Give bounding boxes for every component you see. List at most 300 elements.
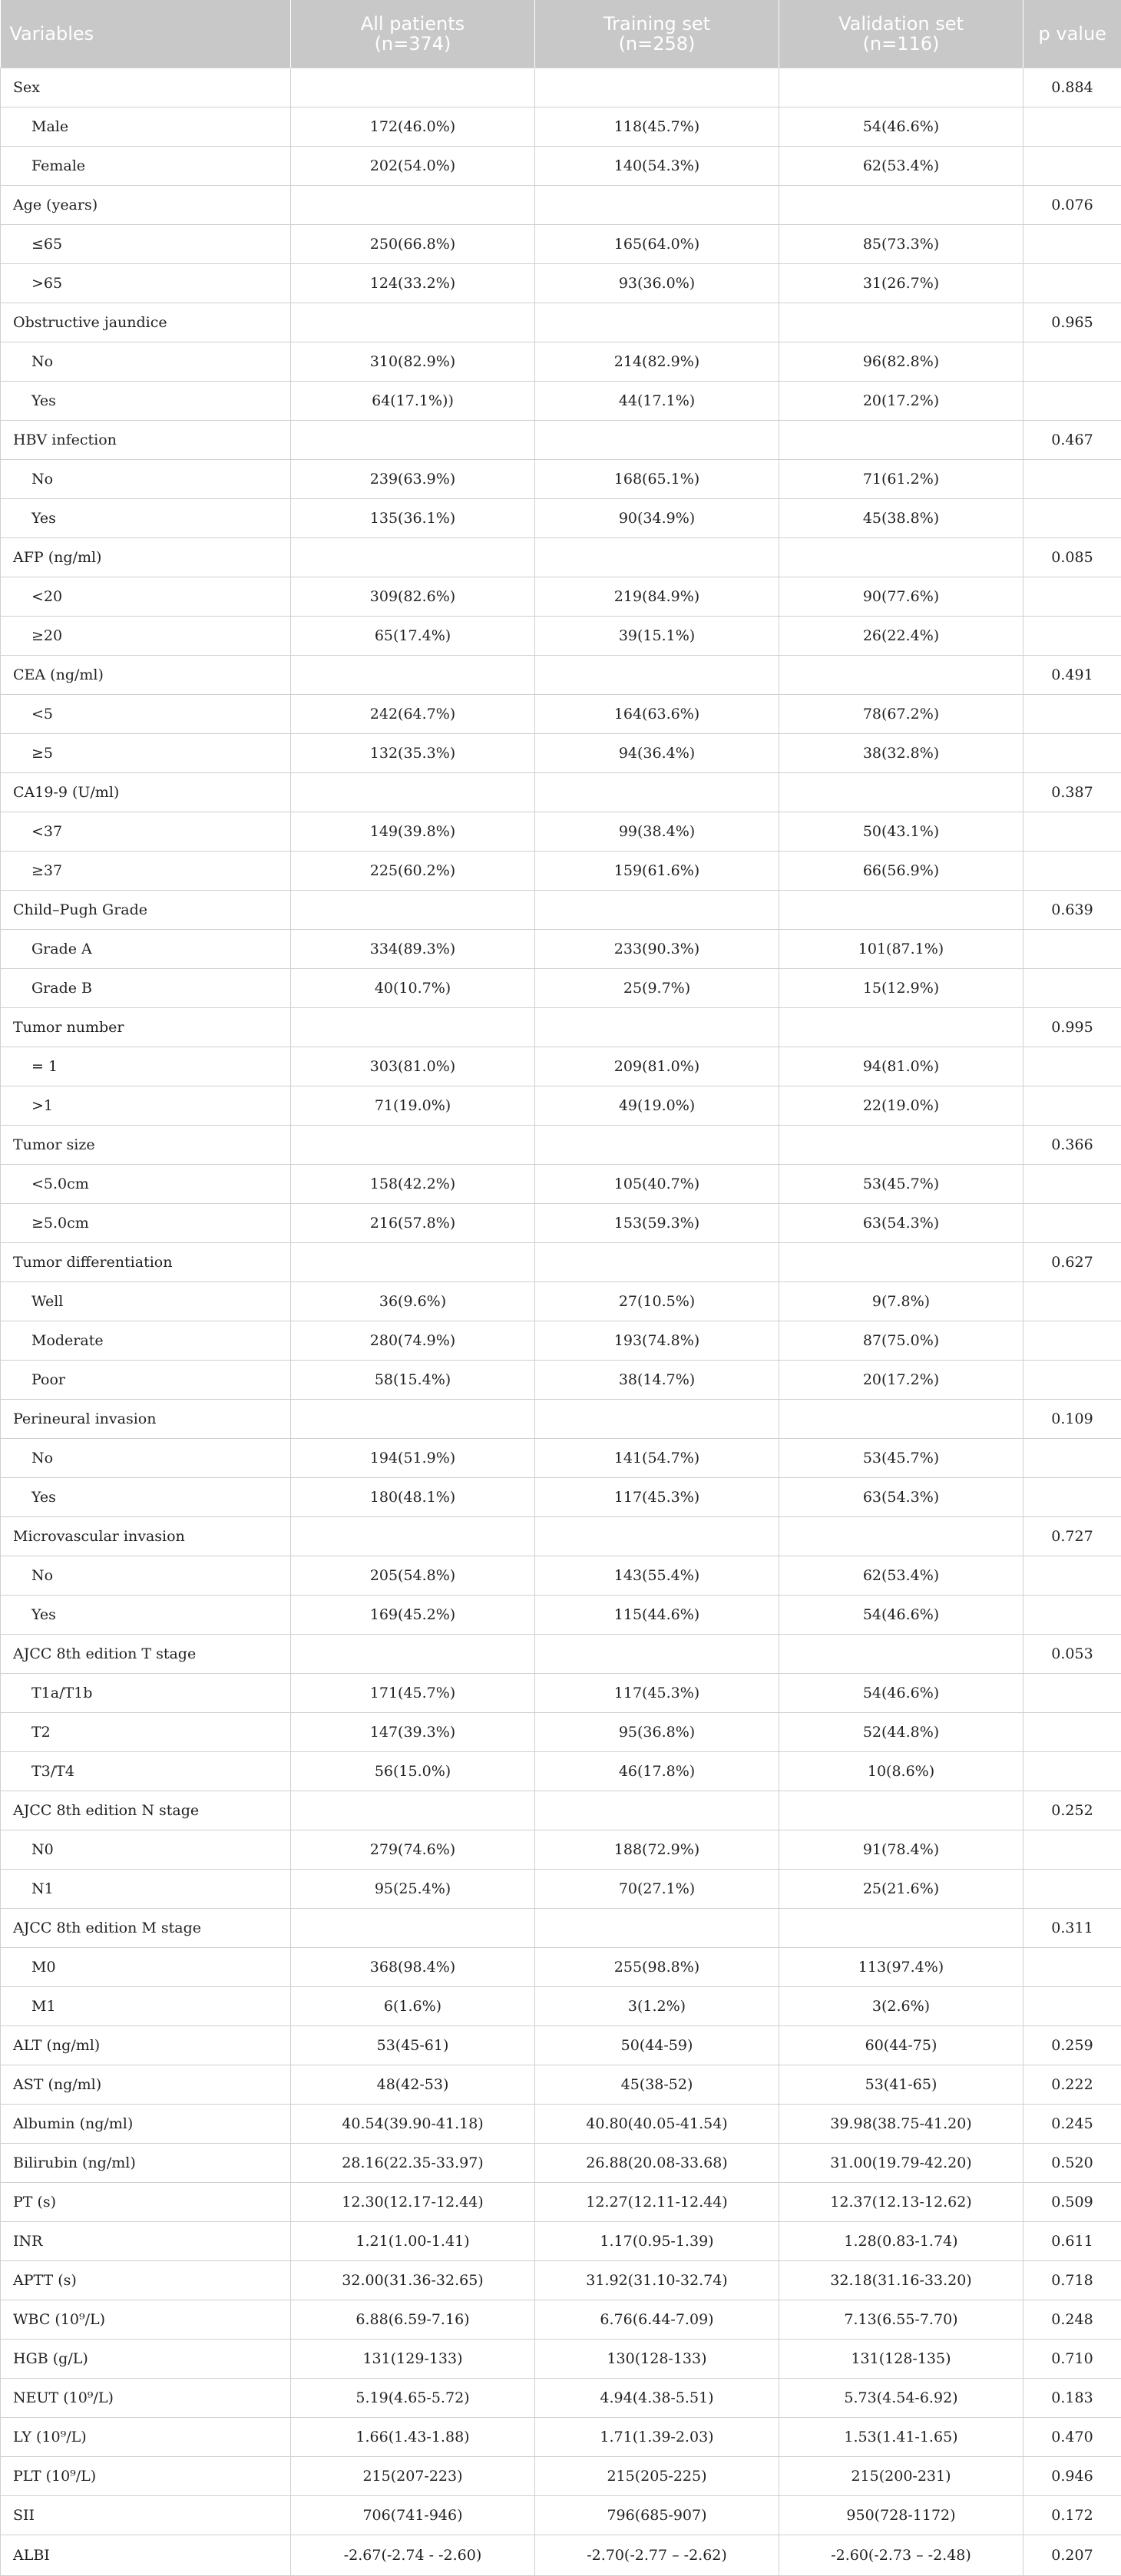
validation-set-cell: 15(12.9%) bbox=[779, 969, 1023, 1008]
table-row-variable bbox=[1, 2065, 1121, 2105]
p-value-cell bbox=[1023, 1047, 1121, 1086]
header-p-value-label: p value bbox=[1039, 23, 1106, 45]
all-patients-cell bbox=[291, 186, 535, 225]
training-set-cell bbox=[535, 303, 779, 342]
training-set-cell: 12.27(12.11-12.44) bbox=[535, 2183, 779, 2222]
training-set-cell: 39(15.1%) bbox=[535, 617, 779, 656]
training-set-cell: 118(45.7%) bbox=[535, 107, 779, 147]
p-value-cell bbox=[1023, 225, 1121, 264]
table-row-category bbox=[1, 225, 1121, 264]
p-value-cell bbox=[1023, 1713, 1121, 1752]
all-patients-cell: 40(10.7%) bbox=[291, 969, 535, 1008]
table-row-category bbox=[1, 969, 1121, 1008]
all-patients-cell bbox=[291, 656, 535, 695]
table-row-category bbox=[1, 147, 1121, 186]
p-value-cell bbox=[1023, 1361, 1121, 1400]
p-value-cell: 0.611 bbox=[1023, 2222, 1121, 2261]
training-set-cell bbox=[535, 68, 779, 107]
validation-set-cell bbox=[779, 1008, 1023, 1047]
table-row-category bbox=[1, 1321, 1121, 1361]
validation-set-cell: 20(17.2%) bbox=[779, 382, 1023, 421]
p-value-cell bbox=[1023, 1948, 1121, 1987]
table-row-variable bbox=[1, 1791, 1121, 1830]
header-all-label: All patients bbox=[299, 14, 527, 34]
table-row-category bbox=[1, 1047, 1121, 1086]
table-row-category bbox=[1, 1478, 1121, 1517]
p-value-cell bbox=[1023, 107, 1121, 147]
validation-set-cell: 78(67.2%) bbox=[779, 695, 1023, 734]
validation-set-cell bbox=[779, 421, 1023, 460]
training-set-cell: 27(10.5%) bbox=[535, 1282, 779, 1321]
all-patients-cell: 225(60.2%) bbox=[291, 852, 535, 891]
p-value-cell: 0.366 bbox=[1023, 1126, 1121, 1165]
all-patients-cell bbox=[291, 773, 535, 812]
validation-set-cell bbox=[779, 68, 1023, 107]
validation-set-cell: 54(46.6%) bbox=[779, 107, 1023, 147]
p-value-cell: 0.259 bbox=[1023, 2026, 1121, 2065]
validation-set-cell: 32.18(31.16-33.20) bbox=[779, 2261, 1023, 2300]
p-value-cell bbox=[1023, 852, 1121, 891]
all-patients-cell: 6(1.6%) bbox=[291, 1987, 535, 2026]
variable-cell: Moderate bbox=[1, 1321, 291, 1361]
validation-set-cell bbox=[779, 656, 1023, 695]
validation-set-cell: 87(75.0%) bbox=[779, 1321, 1023, 1361]
table-row-category bbox=[1, 460, 1121, 499]
variable-cell: Tumor differentiation bbox=[1, 1243, 291, 1282]
variable-cell: Yes bbox=[1, 1596, 291, 1635]
variable-cell: ALT (ng/ml) bbox=[1, 2026, 291, 2065]
training-set-cell: 25(9.7%) bbox=[535, 969, 779, 1008]
training-set-cell: 70(27.1%) bbox=[535, 1870, 779, 1909]
variable-cell: Grade B bbox=[1, 969, 291, 1008]
variable-cell: Age (years) bbox=[1, 186, 291, 225]
validation-set-cell: 53(45.7%) bbox=[779, 1165, 1023, 1204]
table-row-variable bbox=[1, 2105, 1121, 2144]
validation-set-cell: 3(2.6%) bbox=[779, 1987, 1023, 2026]
training-set-cell: 188(72.9%) bbox=[535, 1830, 779, 1870]
variable-cell: Sex bbox=[1, 68, 291, 107]
training-set-cell: -2.70(-2.77 – -2.62) bbox=[535, 2535, 779, 2576]
training-set-cell bbox=[535, 1008, 779, 1047]
all-patients-cell bbox=[291, 1791, 535, 1830]
table-row-variable bbox=[1, 1008, 1121, 1047]
validation-set-cell: 50(43.1%) bbox=[779, 812, 1023, 852]
header-row bbox=[1, 0, 1121, 68]
validation-set-cell: 66(56.9%) bbox=[779, 852, 1023, 891]
variable-cell: AFP (ng/ml) bbox=[1, 538, 291, 577]
p-value-cell: 0.248 bbox=[1023, 2300, 1121, 2340]
all-patients-cell: -2.67(-2.74 - -2.60) bbox=[291, 2535, 535, 2576]
all-patients-cell: 1.66(1.43-1.88) bbox=[291, 2418, 535, 2457]
table-row-variable bbox=[1, 2144, 1121, 2183]
variable-cell: >65 bbox=[1, 264, 291, 303]
validation-set-cell bbox=[779, 186, 1023, 225]
p-value-cell bbox=[1023, 1674, 1121, 1713]
p-value-cell: 0.207 bbox=[1023, 2535, 1121, 2576]
validation-set-cell: 20(17.2%) bbox=[779, 1361, 1023, 1400]
p-value-cell: 0.509 bbox=[1023, 2183, 1121, 2222]
all-patients-cell bbox=[291, 1909, 535, 1948]
table-row-category bbox=[1, 499, 1121, 538]
p-value-cell bbox=[1023, 577, 1121, 617]
table-row-variable bbox=[1, 186, 1121, 225]
training-set-cell: 115(44.6%) bbox=[535, 1596, 779, 1635]
variable-cell: Perineural invasion bbox=[1, 1400, 291, 1439]
header-variables-label: Variables bbox=[10, 23, 94, 45]
validation-set-cell: 62(53.4%) bbox=[779, 1556, 1023, 1596]
p-value-cell bbox=[1023, 930, 1121, 969]
validation-set-cell: 9(7.8%) bbox=[779, 1282, 1023, 1321]
p-value-cell bbox=[1023, 1321, 1121, 1361]
header-all-count: (n=374) bbox=[299, 34, 527, 54]
p-value-cell bbox=[1023, 734, 1121, 773]
variable-cell: ≥37 bbox=[1, 852, 291, 891]
all-patients-cell: 310(82.9%) bbox=[291, 342, 535, 382]
training-set-cell: 193(74.8%) bbox=[535, 1321, 779, 1361]
training-set-cell: 130(128-133) bbox=[535, 2340, 779, 2379]
table-row-category bbox=[1, 1282, 1121, 1321]
training-set-cell bbox=[535, 1243, 779, 1282]
variable-cell: Obstructive jaundice bbox=[1, 303, 291, 342]
variable-cell: = 1 bbox=[1, 1047, 291, 1086]
table-row-category bbox=[1, 734, 1121, 773]
variable-cell: Male bbox=[1, 107, 291, 147]
training-set-cell: 94(36.4%) bbox=[535, 734, 779, 773]
table-row-category bbox=[1, 1752, 1121, 1791]
p-value-cell: 0.172 bbox=[1023, 2496, 1121, 2535]
variable-cell: WBC (10⁹/L) bbox=[1, 2300, 291, 2340]
variable-cell: CEA (ng/ml) bbox=[1, 656, 291, 695]
variable-cell: Microvascular invasion bbox=[1, 1517, 291, 1556]
validation-set-cell: 1.28(0.83-1.74) bbox=[779, 2222, 1023, 2261]
table-row-category bbox=[1, 617, 1121, 656]
all-patients-cell: 1.21(1.00-1.41) bbox=[291, 2222, 535, 2261]
p-value-cell bbox=[1023, 147, 1121, 186]
p-value-cell: 0.639 bbox=[1023, 891, 1121, 930]
header-training-set bbox=[535, 0, 779, 68]
validation-set-cell: 63(54.3%) bbox=[779, 1204, 1023, 1243]
p-value-cell: 0.884 bbox=[1023, 68, 1121, 107]
table-row-variable bbox=[1, 538, 1121, 577]
training-set-cell: 255(98.8%) bbox=[535, 1948, 779, 1987]
training-set-cell: 233(90.3%) bbox=[535, 930, 779, 969]
table-row-variable bbox=[1, 2418, 1121, 2457]
validation-set-cell bbox=[779, 303, 1023, 342]
all-patients-cell: 215(207-223) bbox=[291, 2457, 535, 2496]
p-value-cell: 0.076 bbox=[1023, 186, 1121, 225]
all-patients-cell: 6.88(6.59-7.16) bbox=[291, 2300, 535, 2340]
table-row-variable bbox=[1, 68, 1121, 107]
all-patients-cell bbox=[291, 1126, 535, 1165]
table-row-category bbox=[1, 264, 1121, 303]
variable-cell: PT (s) bbox=[1, 2183, 291, 2222]
training-set-cell: 50(44-59) bbox=[535, 2026, 779, 2065]
validation-set-cell: 26(22.4%) bbox=[779, 617, 1023, 656]
variable-cell: <20 bbox=[1, 577, 291, 617]
variable-cell: <37 bbox=[1, 812, 291, 852]
validation-set-cell bbox=[779, 538, 1023, 577]
p-value-cell bbox=[1023, 1086, 1121, 1126]
p-value-cell: 0.520 bbox=[1023, 2144, 1121, 2183]
validation-set-cell: 113(97.4%) bbox=[779, 1948, 1023, 1987]
p-value-cell bbox=[1023, 1752, 1121, 1791]
variable-cell: AJCC 8th edition T stage bbox=[1, 1635, 291, 1674]
validation-set-cell: 91(78.4%) bbox=[779, 1830, 1023, 1870]
variable-cell: No bbox=[1, 1556, 291, 1596]
training-set-cell: 49(19.0%) bbox=[535, 1086, 779, 1126]
all-patients-cell bbox=[291, 891, 535, 930]
p-value-cell bbox=[1023, 1282, 1121, 1321]
training-set-cell: 105(40.7%) bbox=[535, 1165, 779, 1204]
table-row-variable bbox=[1, 421, 1121, 460]
variable-cell: <5.0cm bbox=[1, 1165, 291, 1204]
validation-set-cell bbox=[779, 1517, 1023, 1556]
variable-cell: Well bbox=[1, 1282, 291, 1321]
validation-set-cell: 5.73(4.54-6.92) bbox=[779, 2379, 1023, 2418]
training-set-cell: 26.88(20.08-33.68) bbox=[535, 2144, 779, 2183]
all-patients-cell: 71(19.0%) bbox=[291, 1086, 535, 1126]
variable-cell: Yes bbox=[1, 1478, 291, 1517]
variable-cell: N0 bbox=[1, 1830, 291, 1870]
table-row-category bbox=[1, 382, 1121, 421]
table-row-variable bbox=[1, 1126, 1121, 1165]
training-set-cell: 117(45.3%) bbox=[535, 1478, 779, 1517]
all-patients-cell bbox=[291, 1008, 535, 1047]
table-row-category bbox=[1, 342, 1121, 382]
table-row-category bbox=[1, 107, 1121, 147]
validation-set-cell: 85(73.3%) bbox=[779, 225, 1023, 264]
training-set-cell bbox=[535, 1909, 779, 1948]
training-set-cell: 165(64.0%) bbox=[535, 225, 779, 264]
all-patients-cell: 216(57.8%) bbox=[291, 1204, 535, 1243]
training-set-cell bbox=[535, 186, 779, 225]
variable-cell: ≤65 bbox=[1, 225, 291, 264]
p-value-cell: 0.627 bbox=[1023, 1243, 1121, 1282]
p-value-cell: 0.053 bbox=[1023, 1635, 1121, 1674]
validation-set-cell: 101(87.1%) bbox=[779, 930, 1023, 969]
training-set-cell: 140(54.3%) bbox=[535, 147, 779, 186]
table-row-category bbox=[1, 1830, 1121, 1870]
header-variables bbox=[1, 0, 291, 68]
variable-cell: Female bbox=[1, 147, 291, 186]
p-value-cell bbox=[1023, 1870, 1121, 1909]
p-value-cell: 0.470 bbox=[1023, 2418, 1121, 2457]
table-row-variable bbox=[1, 1400, 1121, 1439]
p-value-cell: 0.183 bbox=[1023, 2379, 1121, 2418]
variable-cell: ≥20 bbox=[1, 617, 291, 656]
p-value-cell: 0.467 bbox=[1023, 421, 1121, 460]
header-validation-count: (n=116) bbox=[787, 34, 1015, 54]
table-row-variable bbox=[1, 303, 1121, 342]
p-value-cell: 0.109 bbox=[1023, 1400, 1121, 1439]
all-patients-cell bbox=[291, 1635, 535, 1674]
p-value-cell: 0.727 bbox=[1023, 1517, 1121, 1556]
training-set-cell: 93(36.0%) bbox=[535, 264, 779, 303]
validation-set-cell bbox=[779, 773, 1023, 812]
training-set-cell: 99(38.4%) bbox=[535, 812, 779, 852]
variable-cell: SII bbox=[1, 2496, 291, 2535]
training-set-cell: 214(82.9%) bbox=[535, 342, 779, 382]
variable-cell: HGB (g/L) bbox=[1, 2340, 291, 2379]
all-patients-cell: 250(66.8%) bbox=[291, 225, 535, 264]
all-patients-cell: 242(64.7%) bbox=[291, 695, 535, 734]
p-value-cell bbox=[1023, 264, 1121, 303]
training-set-cell: 46(17.8%) bbox=[535, 1752, 779, 1791]
training-set-cell: 141(54.7%) bbox=[535, 1439, 779, 1478]
training-set-cell: 3(1.2%) bbox=[535, 1987, 779, 2026]
all-patients-cell: 40.54(39.90-41.18) bbox=[291, 2105, 535, 2144]
training-set-cell: 4.94(4.38-5.51) bbox=[535, 2379, 779, 2418]
validation-set-cell: 22(19.0%) bbox=[779, 1086, 1023, 1126]
table-row-category bbox=[1, 577, 1121, 617]
training-set-cell bbox=[535, 1791, 779, 1830]
table-row-variable bbox=[1, 2535, 1121, 2576]
training-set-cell: 1.17(0.95-1.39) bbox=[535, 2222, 779, 2261]
variable-cell: Child–Pugh Grade bbox=[1, 891, 291, 930]
validation-set-cell: 39.98(38.75-41.20) bbox=[779, 2105, 1023, 2144]
variable-cell: Grade A bbox=[1, 930, 291, 969]
p-value-cell: 0.245 bbox=[1023, 2105, 1121, 2144]
training-set-cell bbox=[535, 891, 779, 930]
validation-set-cell: 52(44.8%) bbox=[779, 1713, 1023, 1752]
training-set-cell: 153(59.3%) bbox=[535, 1204, 779, 1243]
variable-cell: Tumor number bbox=[1, 1008, 291, 1047]
training-set-cell bbox=[535, 656, 779, 695]
variable-cell: AJCC 8th edition M stage bbox=[1, 1909, 291, 1948]
p-value-cell bbox=[1023, 1204, 1121, 1243]
all-patients-cell: 180(48.1%) bbox=[291, 1478, 535, 1517]
p-value-cell bbox=[1023, 1165, 1121, 1204]
validation-set-cell: 60(44-75) bbox=[779, 2026, 1023, 2065]
all-patients-cell: 5.19(4.65-5.72) bbox=[291, 2379, 535, 2418]
p-value-cell: 0.491 bbox=[1023, 656, 1121, 695]
table-row-category bbox=[1, 1948, 1121, 1987]
training-set-cell: 143(55.4%) bbox=[535, 1556, 779, 1596]
header-training-label: Training set bbox=[543, 14, 771, 34]
all-patients-cell: 149(39.8%) bbox=[291, 812, 535, 852]
table-row-category bbox=[1, 1439, 1121, 1478]
validation-set-cell: 31.00(19.79-42.20) bbox=[779, 2144, 1023, 2183]
all-patients-cell: 239(63.9%) bbox=[291, 460, 535, 499]
table-row-category bbox=[1, 1204, 1121, 1243]
all-patients-cell bbox=[291, 303, 535, 342]
validation-set-cell: 38(32.8%) bbox=[779, 734, 1023, 773]
table-row-variable bbox=[1, 1517, 1121, 1556]
p-value-cell: 0.085 bbox=[1023, 538, 1121, 577]
variable-cell: No bbox=[1, 342, 291, 382]
training-set-cell: 95(36.8%) bbox=[535, 1713, 779, 1752]
validation-set-cell: 90(77.6%) bbox=[779, 577, 1023, 617]
validation-set-cell: 7.13(6.55-7.70) bbox=[779, 2300, 1023, 2340]
variable-cell: <5 bbox=[1, 695, 291, 734]
table-row-variable bbox=[1, 656, 1121, 695]
table-body bbox=[1, 68, 1121, 2576]
p-value-cell bbox=[1023, 382, 1121, 421]
variable-cell: LY (10⁹/L) bbox=[1, 2418, 291, 2457]
validation-set-cell bbox=[779, 1909, 1023, 1948]
validation-set-cell: 63(54.3%) bbox=[779, 1478, 1023, 1517]
validation-set-cell: 131(128-135) bbox=[779, 2340, 1023, 2379]
all-patients-cell: 58(15.4%) bbox=[291, 1361, 535, 1400]
training-set-cell: 90(34.9%) bbox=[535, 499, 779, 538]
all-patients-cell: 32.00(31.36-32.65) bbox=[291, 2261, 535, 2300]
all-patients-cell: 194(51.9%) bbox=[291, 1439, 535, 1478]
p-value-cell bbox=[1023, 1596, 1121, 1635]
p-value-cell bbox=[1023, 460, 1121, 499]
training-set-cell: 6.76(6.44-7.09) bbox=[535, 2300, 779, 2340]
validation-set-cell: 25(21.6%) bbox=[779, 1870, 1023, 1909]
all-patients-cell: 53(45-61) bbox=[291, 2026, 535, 2065]
variable-cell: Bilirubin (ng/ml) bbox=[1, 2144, 291, 2183]
variable-cell: T1a/T1b bbox=[1, 1674, 291, 1713]
header-p-value bbox=[1023, 0, 1121, 68]
all-patients-cell: 202(54.0%) bbox=[291, 147, 535, 186]
all-patients-cell: 131(129-133) bbox=[291, 2340, 535, 2379]
all-patients-cell bbox=[291, 1517, 535, 1556]
validation-set-cell: 71(61.2%) bbox=[779, 460, 1023, 499]
validation-set-cell: 45(38.8%) bbox=[779, 499, 1023, 538]
validation-set-cell: 54(46.6%) bbox=[779, 1596, 1023, 1635]
variable-cell: APTT (s) bbox=[1, 2261, 291, 2300]
table-row-variable bbox=[1, 2261, 1121, 2300]
table-row-category bbox=[1, 1596, 1121, 1635]
variable-cell: No bbox=[1, 1439, 291, 1478]
table-row-category bbox=[1, 1361, 1121, 1400]
variable-cell: ALBI bbox=[1, 2535, 291, 2576]
p-value-cell: 0.252 bbox=[1023, 1791, 1121, 1830]
variable-cell: M1 bbox=[1, 1987, 291, 2026]
all-patients-cell: 56(15.0%) bbox=[291, 1752, 535, 1791]
header-validation-label: Validation set bbox=[787, 14, 1015, 34]
training-set-cell bbox=[535, 1400, 779, 1439]
all-patients-cell: 368(98.4%) bbox=[291, 1948, 535, 1987]
all-patients-cell: 309(82.6%) bbox=[291, 577, 535, 617]
all-patients-cell: 706(741-946) bbox=[291, 2496, 535, 2535]
table-row-category bbox=[1, 695, 1121, 734]
table-row-variable bbox=[1, 2026, 1121, 2065]
training-set-cell: 31.92(31.10-32.74) bbox=[535, 2261, 779, 2300]
table-row-variable bbox=[1, 1635, 1121, 1674]
variable-cell: AST (ng/ml) bbox=[1, 2065, 291, 2105]
training-set-cell: 219(84.9%) bbox=[535, 577, 779, 617]
table-row-category bbox=[1, 1165, 1121, 1204]
training-set-cell: 796(685-907) bbox=[535, 2496, 779, 2535]
validation-set-cell: 950(728-1172) bbox=[779, 2496, 1023, 2535]
validation-set-cell bbox=[779, 1243, 1023, 1282]
variable-cell: T3/T4 bbox=[1, 1752, 291, 1791]
validation-set-cell: 53(45.7%) bbox=[779, 1439, 1023, 1478]
variable-cell: T2 bbox=[1, 1713, 291, 1752]
training-set-cell: 38(14.7%) bbox=[535, 1361, 779, 1400]
all-patients-cell bbox=[291, 68, 535, 107]
validation-set-cell: -2.60(-2.73 – -2.48) bbox=[779, 2535, 1023, 2576]
table-row-variable bbox=[1, 2496, 1121, 2535]
table-row-category bbox=[1, 1870, 1121, 1909]
variable-cell: HBV infection bbox=[1, 421, 291, 460]
p-value-cell bbox=[1023, 1987, 1121, 2026]
training-set-cell: 40.80(40.05-41.54) bbox=[535, 2105, 779, 2144]
table-row-category bbox=[1, 1987, 1121, 2026]
table-row-category bbox=[1, 812, 1121, 852]
training-set-cell bbox=[535, 1517, 779, 1556]
p-value-cell bbox=[1023, 812, 1121, 852]
training-set-cell bbox=[535, 773, 779, 812]
all-patients-cell: 172(46.0%) bbox=[291, 107, 535, 147]
p-value-cell bbox=[1023, 499, 1121, 538]
validation-set-cell bbox=[779, 1126, 1023, 1165]
p-value-cell: 0.718 bbox=[1023, 2261, 1121, 2300]
table-row-variable bbox=[1, 773, 1121, 812]
